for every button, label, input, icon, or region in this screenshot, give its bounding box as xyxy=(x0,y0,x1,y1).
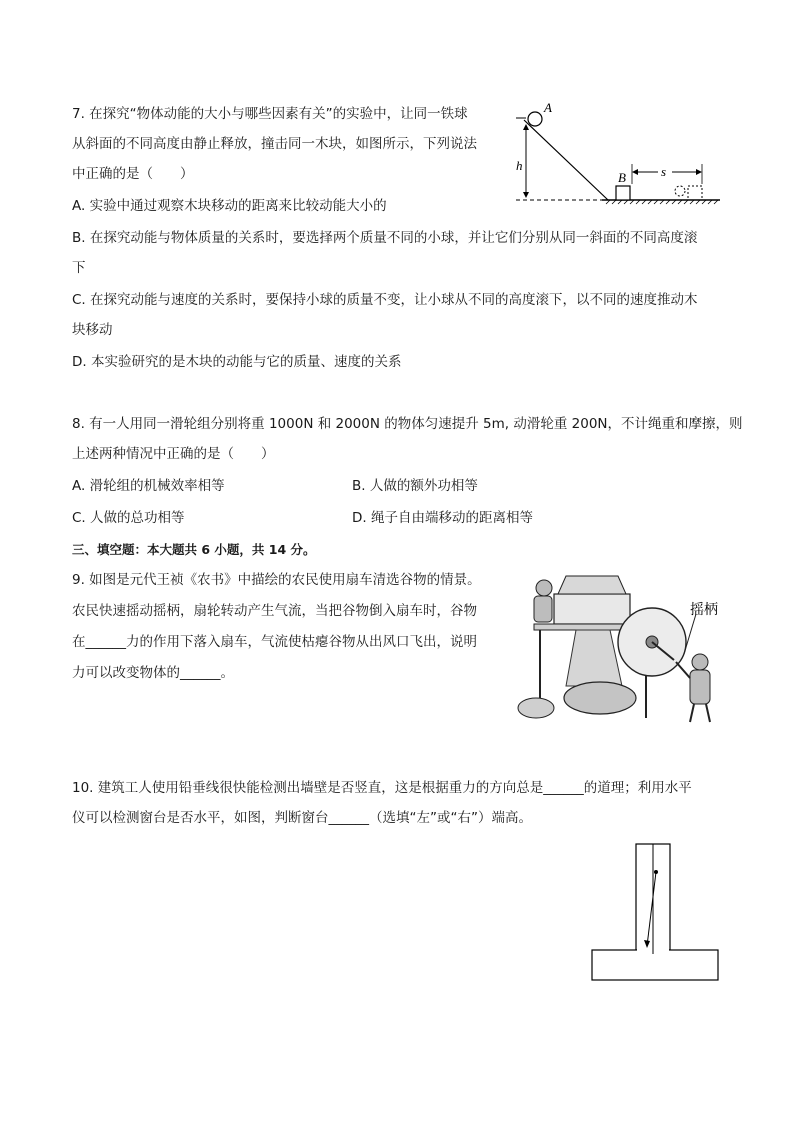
q7-option-c: C. 在探究动能与速度的关系时，要保持小球的质量不变，让小球从不同的高度滚下，以不同的速度推动木 xyxy=(72,292,698,308)
q7-option-b: B. 在探究动能与物体质量的关系时，要选择两个质量不同的小球，并让它们分别从同一斜面的不同高度滚 xyxy=(72,230,698,246)
q9-stem-line-2: 农民快速摇动摇柄，扇轮转动产生气流，当把谷物倒入扇车时，谷物 xyxy=(72,603,477,619)
q8-option-a: A. 滑轮组的机械效率相等 xyxy=(72,478,225,494)
q7-label-a: A xyxy=(544,100,552,115)
q7-option-a: A. 实验中通过观察木块移动的距离来比较动能大小的 xyxy=(72,198,387,214)
q7-option-b-cont: 下 xyxy=(72,260,86,276)
q8-stem-line-1: 8. 有一人用同一滑轮组分别将重 1000N 和 2000N 的物体匀速提升 5m, 动滑轮重 200N，不计绳重和摩擦，则 xyxy=(72,416,743,432)
q9-winnowing-illustration xyxy=(514,568,726,728)
q8-option-b: B. 人做的额外功相等 xyxy=(352,478,478,494)
q7-label-s: s xyxy=(661,164,667,179)
q7-figure xyxy=(512,100,724,212)
q7-option-d: D. 本实验研究的是木块的动能与它的质量、速度的关系 xyxy=(72,354,402,370)
q7-option-c-cont: 块移动 xyxy=(72,322,113,338)
q9-stem-line-1: 9. 如图是元代王祯《农书》中描绘的农民使用扇车清选谷物的情景。 xyxy=(72,572,481,588)
q9-crank-label: 摇柄 xyxy=(690,603,718,618)
q7-label-h: h xyxy=(516,158,523,173)
section-header: 三、填空题：本大题共 6 小题，共 14 分。 xyxy=(72,542,316,557)
q10-level-figure xyxy=(588,842,722,984)
q10-stem-line-1: 10. 建筑工人使用铅垂线很快能检测出墙壁是否竖直，这是根据重力的方向总是______的道理；利用水平 xyxy=(72,780,692,796)
q7-stem-line-1: 7. 在探究“物体动能的大小与哪些因素有关”的实验中，让同一铁球 xyxy=(72,106,468,122)
q10-stem-line-2: 仪可以检测窗台是否水平，如图，判断窗台______（选填“左”或“右”）端高。 xyxy=(72,810,532,826)
q9-stem-line-3: 在______力的作用下落入扇车，气流使枯瘪谷物从出风口飞出，说明 xyxy=(72,634,477,650)
q7-block xyxy=(616,186,630,200)
q8-option-c: C. 人做的总功相等 xyxy=(72,510,185,526)
q9-stem-line-4: 力可以改变物体的______。 xyxy=(72,665,234,681)
q7-stem-line-3: 中正确的是（ ） xyxy=(72,166,194,182)
q7-stem-line-2: 从斜面的不同高度由静止释放，撞击同一木块，如图所示，下列说法 xyxy=(72,136,477,152)
q8-stem-line-2: 上述两种情况中正确的是（ ） xyxy=(72,446,275,462)
q8-option-d: D. 绳子自由端移动的距离相等 xyxy=(352,510,533,526)
q7-ball xyxy=(528,112,542,126)
q7-label-b: B xyxy=(618,170,626,185)
